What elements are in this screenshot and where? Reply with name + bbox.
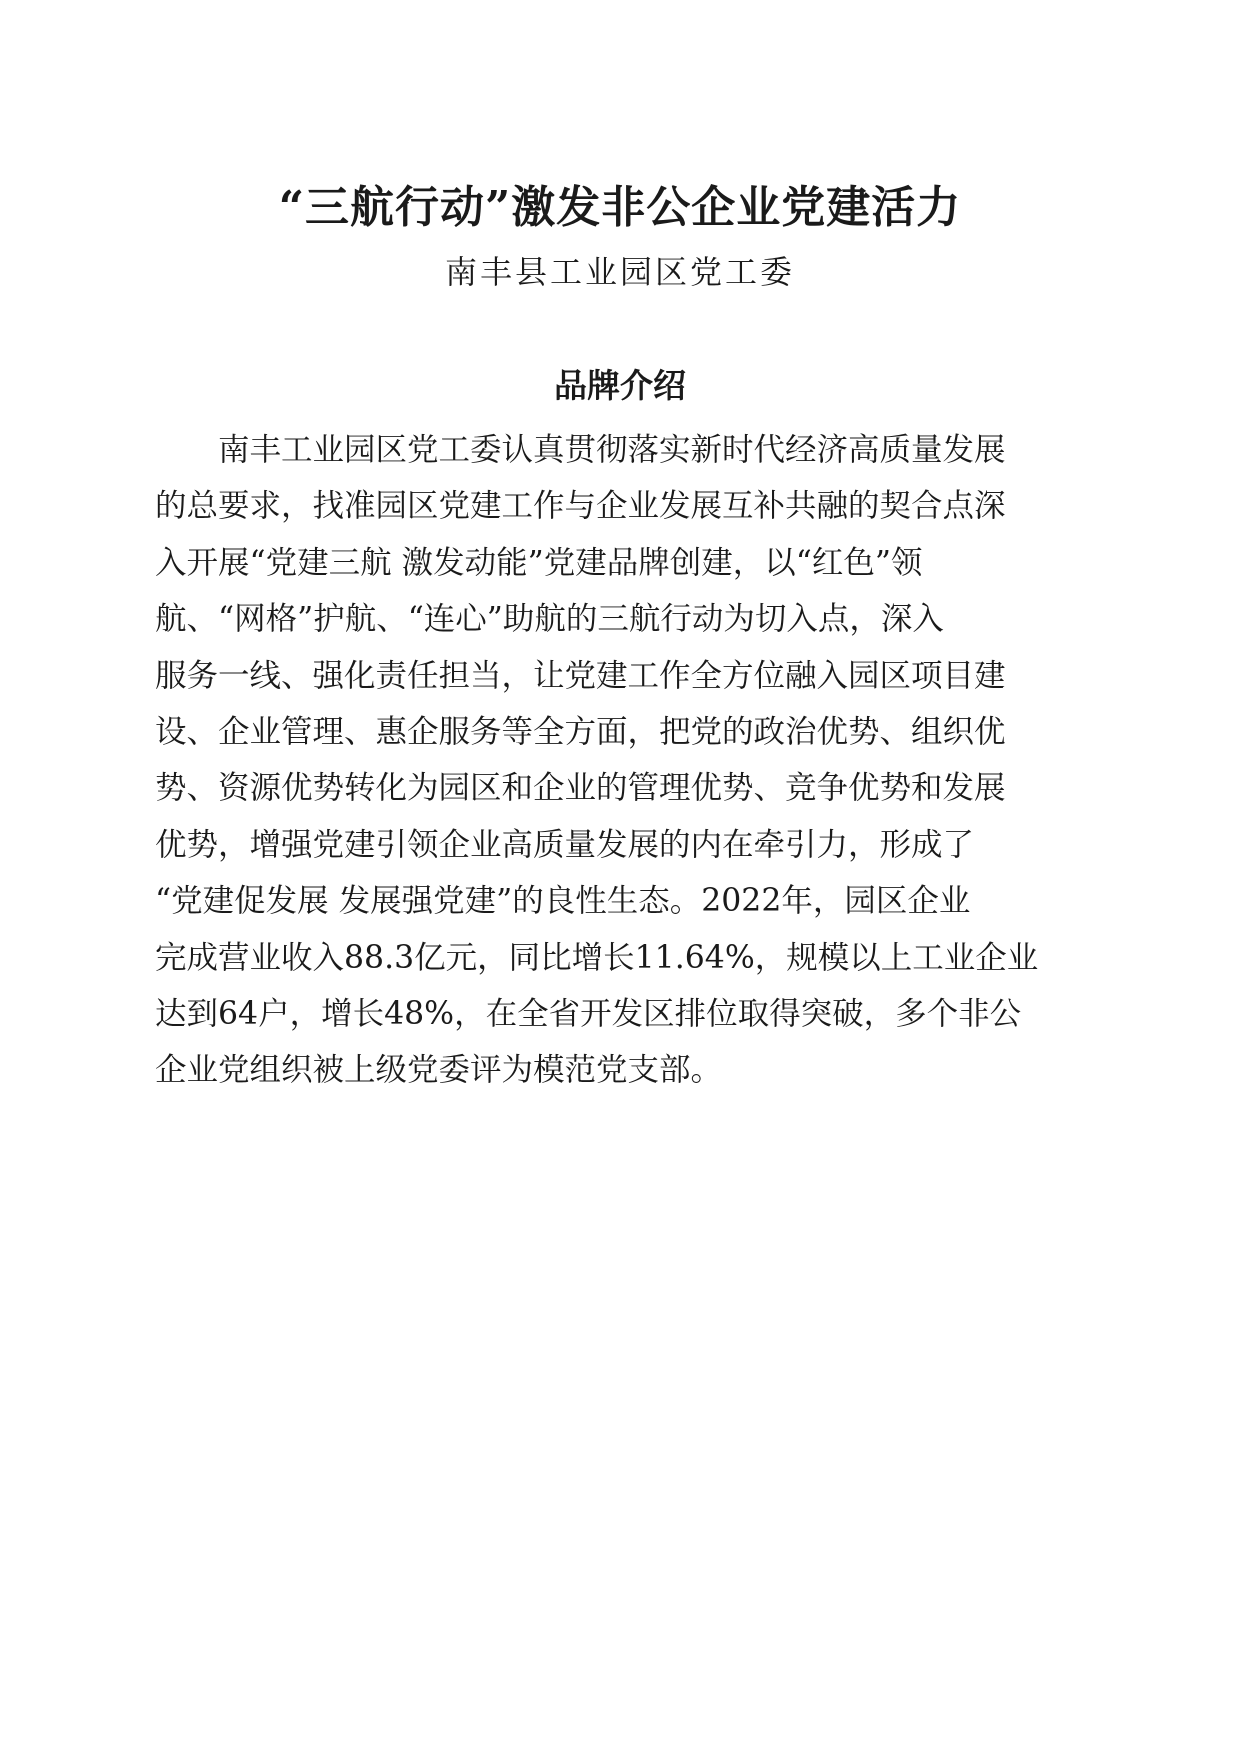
paragraph-line: 航、“网格”护航、“连心”助航的三航行动为切入点，深入	[155, 601, 944, 638]
section-heading: 品牌介绍	[554, 366, 686, 405]
paragraph-line: 设、企业管理、惠企服务等全方面，把党的政治优势、组织优	[155, 713, 1006, 750]
paragraph-line: 完成营业收入88.3亿元，同比增长11.64%，规模以上工业企业	[155, 939, 1039, 976]
paragraph-line: 服务一线、强化责任担当，让党建工作全方位融入园区项目建	[155, 657, 1006, 694]
paragraph-line: “党建促发展 发展强党建”的良性生态。2022年，园区企业	[155, 883, 971, 920]
document-author: 南丰县工业园区党工委	[444, 253, 795, 291]
paragraph-line: 的总要求，找准园区党建工作与企业发展互补共融的契合点深	[155, 488, 1006, 525]
paragraph-line: 优势，增强党建引领企业高质量发展的内在牵引力，形成了	[155, 826, 975, 863]
paragraph-line: 南丰工业园区党工委认真贯彻落实新时代经济高质量发展	[155, 432, 1006, 468]
paragraph-line: 达到64户，增长48%，在全省开发区排位取得突破，多个非公	[155, 995, 1022, 1032]
paragraph-line: 企业党组织被上级党委评为模范党支部。	[155, 1052, 723, 1089]
paragraph-line: 势、资源优势转化为园区和企业的管理优势、竞争优势和发展	[155, 770, 1006, 807]
document-title: “三航行动”激发非公企业党建活力	[278, 182, 962, 233]
body-paragraph	[155, 422, 1085, 1099]
paragraph-line: 入开展“党建三航 激发动能”党建品牌创建，以“红色”领	[155, 544, 923, 581]
